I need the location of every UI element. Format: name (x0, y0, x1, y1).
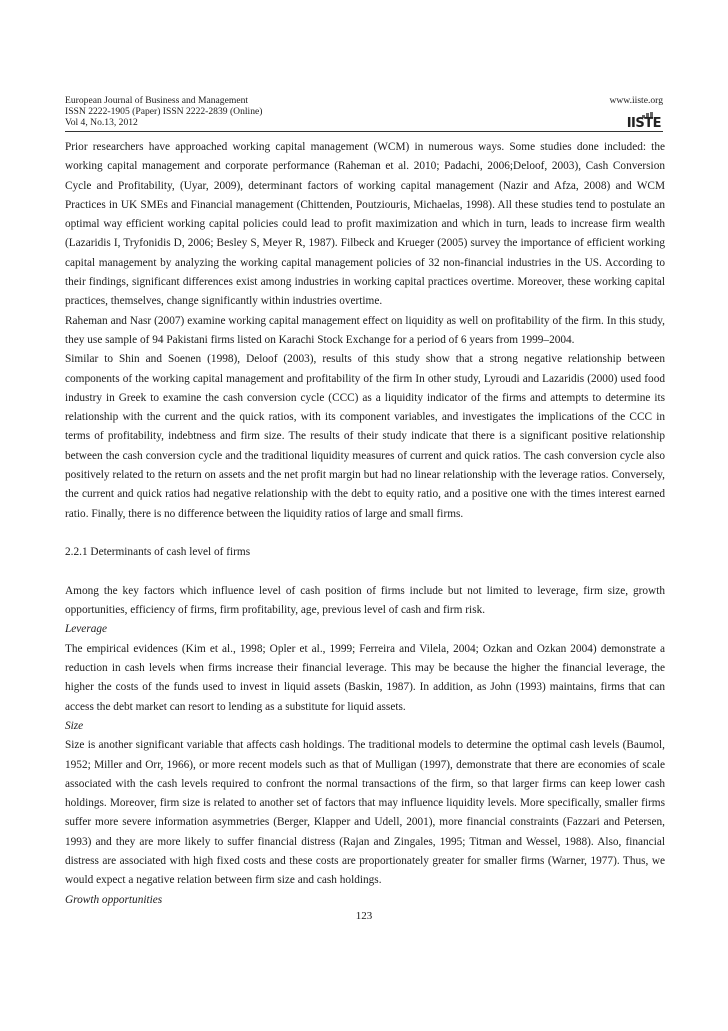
volume-line: Vol 4, No.13, 2012 (65, 117, 138, 129)
page-header (65, 95, 663, 129)
paragraph-raheman-nasr: Raheman and Nasr (2007) examine working capital management effect on liquidity as well on profitability of the firm. In this study, they use sample of 94 Pakistani firms listed on Karachi Stock Exchange for a period of 6 years from 1999–2004. (65, 314, 665, 346)
section-heading: 2.2.1 Determinants of cash level of firms (65, 546, 251, 559)
issn-line: ISSN 2222-1905 (Paper) ISSN 2222-2839 (Online) (65, 106, 263, 118)
paragraph-key-factors: Among the key factors which influence level of cash position of firms include but not limited to leverage, firm size, growth opportunities, efficiency of firms, firm profitability, age, previous level of cash and firm risk. (65, 584, 665, 617)
article-body (65, 138, 665, 910)
header-divider (65, 131, 663, 132)
iiste-logo (626, 107, 661, 131)
paragraph-prior-research: Prior researchers have approached working capital management (WCM) in numerous ways. Some studies done included: the working capital management and corporate performance (Raheman et al. 2010; Padachi, 2006;Deloof, 2003), Cash Conversion Cycle and Profitability, (Uyar, 2009), determinant factors of working capital management (Nazir and Afza, 2008) and WCM Practices in UK SMEs and Financial management (Chittenden, Poutziouris, Michaelas, 1998). All these studies tend to postulate an optimal way efficient working capital policies could lead to profit maximization and which in turn, leads to increase firm wealth (Lazaridis I, Tryfonidis D, 2006; Besley S, Meyer R, 1987). Filbeck and Krueger (2005) survey the importance of efficient working capital management by analyzing the working capital management policies of 32 non-financial industries in the US. According to their findings, significant differences exist among industries in working capital practices overtime. Moreover, these working capital practices, themselves, change significantly within industries overtime. (65, 141, 665, 308)
logo-bars-icon (642, 107, 656, 113)
paragraph-leverage: The empirical evidences (Kim et al., 1998; Opler et al., 1999; Ferreira and Vilela, 2004; Ozkan and Ozkan 2004) demonstrate a reduction in cash levels when firms increase their financial leverage. This may be because the higher the financial leverage, the higher the costs of the funds used to invest in liquid assets (Baskin, 1987). In addition, as John (1993) maintains, firms that can access the debt market can resort to lending as a substitute for liquid assets. (65, 642, 665, 713)
paragraph-shin-soenen: Similar to Shin and Soenen (1998), Deloof (2003), results of this study show that a strong negative relationship between components of the working capital management and profitability of the firm In other study, Lyroudi and Lazaridis (2000) used food industry in Greek to examine the cash conversion cycle (CCC) as a liquidity indicator of the firms and attempts to determine its relationship with the current and the quick ratios, with its component variables, and investigates the implications of the CCC in terms of profitability, indebtness and firm size. The results of their study indicate that there is a significant positive relationship between the cash conversion cycle and the traditional liquidity measures of current and quick ratios. The cash conversion cycle also positively related to the return on assets and the net profit margin but had no linear relationship with the leverage ratios. Conversely, the current and quick ratios had negative relationship with the debt to equity ratio, and a positive one with the times interest earned ratio. Finally, there is no difference between the liquidity ratios of large and small firms. (65, 353, 665, 520)
size-heading: Size (65, 719, 84, 732)
paragraph-size: Size is another significant variable that affects cash holdings. The traditional models to determine the optimal cash levels (Baumol, 1952; Miller and Orr, 1966), or more recent models such as that of Mulligan (1997), demonstrate that there are economies of scale associated with the cash levels required to confront the normal transactions of the firm, so that larger firms can keep lower cash holdings. Moreover, firm size is related to another set of factors that may influence liquidity levels. More specifically, smaller firms suffer more severe information asymmetries (Berger, Klapper and Udell, 2001), more financial constraints (Fazzari and Petersen, 1993) and they are more likely to suffer financial distress (Rajan and Zingales, 1995; Titman and Wessel, 1988). Also, financial distress are associated with high fixed costs and these costs are proportionately greater for smaller firms (Warner, 1977). Thus, we would expect a negative relation between firm size and cash holdings. (65, 739, 665, 887)
leverage-heading: Leverage (65, 623, 108, 636)
logo-text: IISTE (626, 115, 661, 131)
journal-url: www.iiste.org (609, 95, 663, 106)
growth-heading: Growth opportunities (65, 893, 163, 906)
journal-title: European Journal of Business and Management (65, 95, 249, 106)
page-number: 123 (355, 910, 373, 922)
